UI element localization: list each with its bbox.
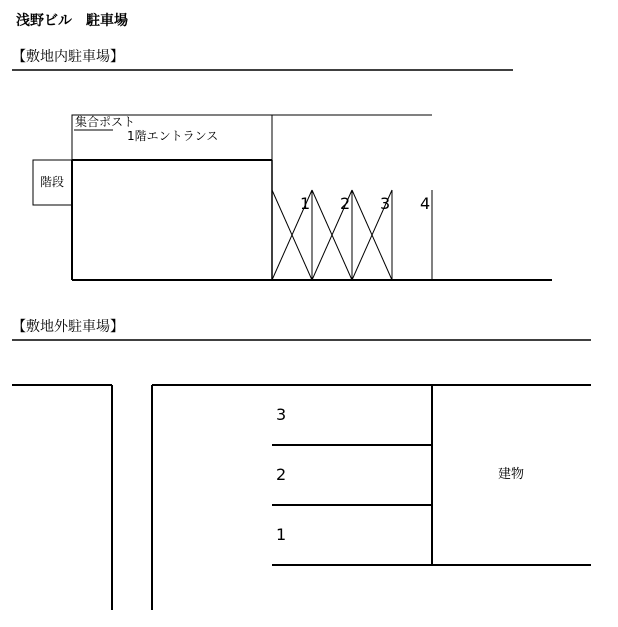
building-label: 建物 bbox=[498, 467, 525, 482]
onsite-space-1-label: 1 bbox=[300, 194, 311, 213]
offsite-space-2-label: 2 bbox=[276, 465, 287, 484]
onsite-parking-heading: 【敷地内駐車場】 bbox=[12, 49, 124, 65]
entrance-label: 1階エントランス bbox=[127, 129, 219, 143]
offsite-parking-heading: 【敷地外駐車場】 bbox=[12, 319, 124, 335]
stairs-label: 階段 bbox=[40, 175, 65, 189]
offsite-space-1-label: 1 bbox=[276, 525, 287, 544]
onsite-space-2-label: 2 bbox=[340, 194, 351, 213]
onsite-space-3-label: 3 bbox=[380, 194, 391, 213]
onsite-space-4-label: 4 bbox=[420, 194, 431, 213]
page-title: 浅野ビル 駐車場 bbox=[16, 13, 128, 29]
mailbox-label: 集合ポスト bbox=[75, 115, 136, 129]
offsite-space-3-label: 3 bbox=[276, 405, 287, 424]
